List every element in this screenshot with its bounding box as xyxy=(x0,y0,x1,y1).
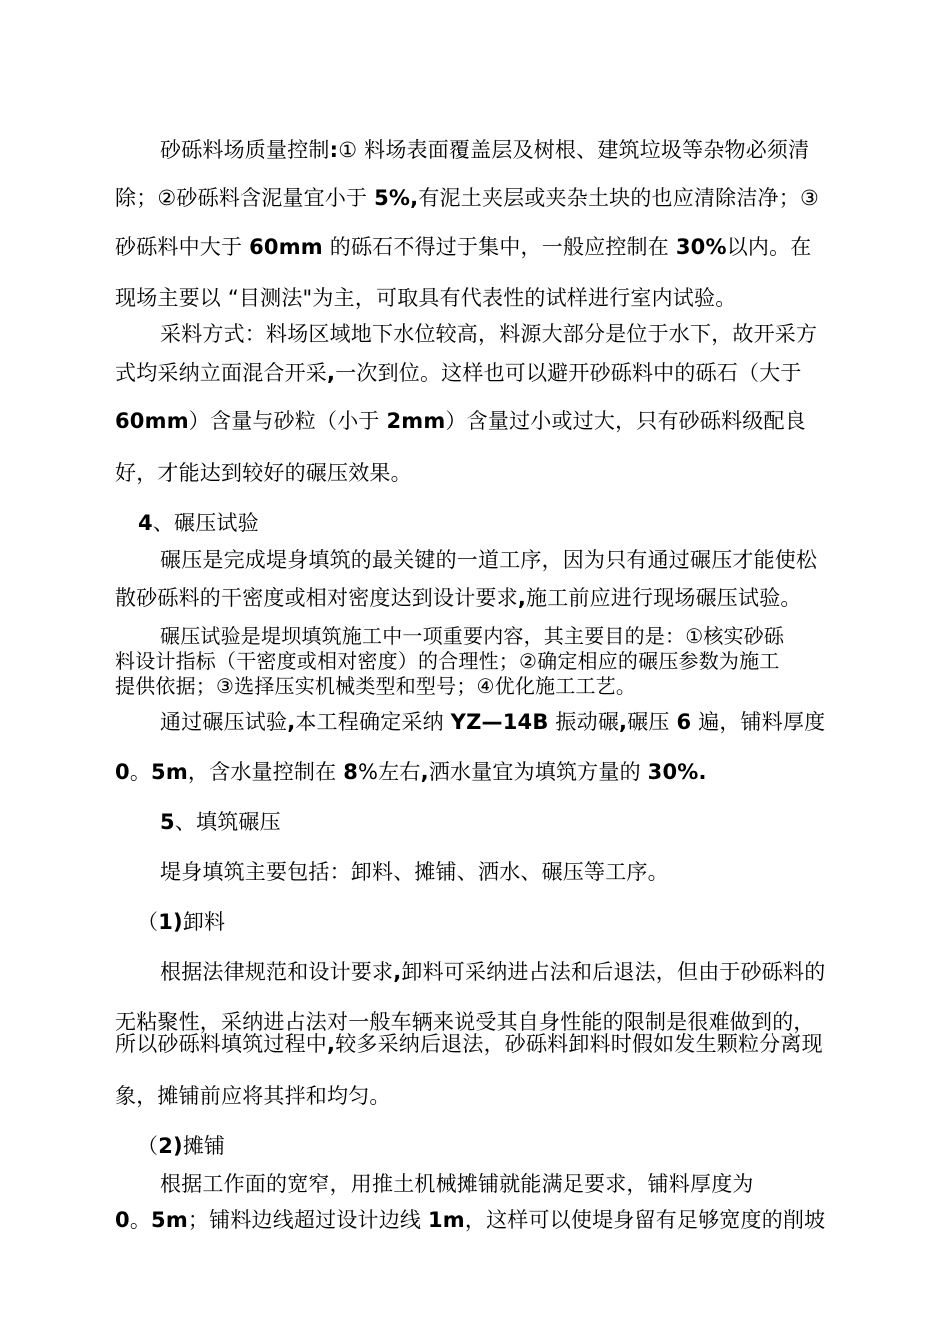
subheading-spread xyxy=(137,1132,225,1160)
text: 30% xyxy=(675,235,727,259)
p2-line-1: 采料方式：料场区域地下水位较高，料源大部分是位于水下，故开采方 xyxy=(160,322,818,346)
p3-line-2 xyxy=(115,584,802,612)
text: 所以砂砾料填筑过程中 xyxy=(115,1032,327,1056)
text: 碾压 xyxy=(627,710,677,734)
text: 砂砾料场质量控制 xyxy=(160,138,330,162)
text: 的砾石不得过于集中，一般应控制在 xyxy=(322,235,676,259)
p1-line-2 xyxy=(115,184,819,212)
text: %左右 xyxy=(358,760,421,784)
p1-line-3 xyxy=(115,233,812,261)
p7-line-3 xyxy=(115,1030,823,1058)
text: , xyxy=(327,1032,336,1056)
text: 以内。在 xyxy=(726,235,812,259)
text: , xyxy=(393,960,402,984)
text: 1) xyxy=(158,910,183,934)
text: 根据法律规范和设计要求 xyxy=(160,960,394,984)
text: 除；②砂砾料含泥量宜小于 xyxy=(115,186,375,210)
text: , xyxy=(619,710,628,734)
text: 散砂砾料的干密度或相对密度达到设计要求 xyxy=(115,586,518,610)
p2-line-4: 好，才能达到较好的碾压效果。 xyxy=(115,461,412,485)
text: 、碾压试验 xyxy=(152,511,259,535)
p4-line-1: 碾压试验是堤坝填筑施工中一项重要内容，其主要目的是：①核实砂砾 xyxy=(160,624,785,648)
text: , xyxy=(287,710,296,734)
text: 振动碾 xyxy=(548,710,620,734)
text: ，含水量控制在 xyxy=(187,760,344,784)
text: 2mm xyxy=(386,409,446,433)
text: ，这样可以使堤身留有足够宽度的削坡 xyxy=(464,1208,826,1232)
text: 式均采纳立面混合开采 xyxy=(115,361,327,385)
text: 8 xyxy=(343,760,359,784)
text: 洒水量宜为填筑方量的 xyxy=(428,760,648,784)
text: 30%. xyxy=(647,760,707,784)
text: 5m xyxy=(151,1208,188,1232)
p4-line-2: 料设计指标（干密度或相对密度）的合理性；②确定相应的碾压参数为施工 xyxy=(115,649,780,673)
text: 施工前应进行现场碾压试验。 xyxy=(526,586,802,610)
text: 遍，铺料厚度 xyxy=(691,710,826,734)
p6-line-1: 堤身填筑主要包括：卸料、摊铺、洒水、碾压等工序。 xyxy=(160,860,669,884)
text: （ xyxy=(137,910,159,934)
text: YZ—14B xyxy=(450,710,549,734)
text: 5 xyxy=(160,810,175,834)
text: 6 xyxy=(676,710,692,734)
text: ）含量与砂粒（小于 xyxy=(188,409,387,433)
text: 一次到位。这样也可以避开砂砾料中的砾石（大于 xyxy=(335,361,802,385)
p7-line-1 xyxy=(160,958,825,986)
p1-line-1 xyxy=(160,136,809,164)
text: （ xyxy=(137,1134,159,1158)
text: 本工程确定采纳 xyxy=(295,710,451,734)
text: 4 xyxy=(138,511,153,535)
text: , xyxy=(517,586,526,610)
subheading-unload xyxy=(137,908,225,936)
text: 60mm xyxy=(249,235,323,259)
text: ；铺料边线超过设计边线 xyxy=(187,1208,428,1232)
text: 5m xyxy=(151,760,188,784)
text: ① 料场表面覆盖层及树根、建筑垃圾等杂物必须清 xyxy=(338,138,810,162)
p5-line-1 xyxy=(160,708,825,736)
text: : xyxy=(329,138,339,162)
text: 2) xyxy=(158,1134,183,1158)
text: 。 xyxy=(129,760,152,784)
text: 1m xyxy=(428,1208,465,1232)
p3-line-1: 碾压是完成堤身填筑的最关键的一道工序，因为只有通过碾压才能使松 xyxy=(160,548,818,572)
text: 通过碾压试验 xyxy=(160,710,288,734)
p2-line-2 xyxy=(115,359,802,387)
text: 砂砾料中大于 xyxy=(115,235,250,259)
p5-line-2 xyxy=(115,758,707,786)
text: 较多采纳后退法，砂砾料卸料时假如发生颗粒分离现 xyxy=(335,1032,823,1056)
text: 。 xyxy=(129,1208,152,1232)
text: 、填筑碾压 xyxy=(174,810,281,834)
text: 0 xyxy=(115,1208,130,1232)
text: 有泥土夹层或夹杂土块的也应清除洁净；③ xyxy=(418,186,819,210)
text: , xyxy=(420,760,429,784)
p8-line-2 xyxy=(115,1206,825,1234)
p7-line-2: 无粘聚性，采纳进占法对一般车辆来说受其自身性能的限制是很难做到的， xyxy=(115,1010,815,1034)
p8-line-1: 根据工作面的宽窄，用推土机械摊铺就能满足要求，铺料厚度为 xyxy=(160,1172,754,1196)
p1-line-4: 现场主要以 “目测法"为主，可取具有代表性的试样进行室内试验。 xyxy=(115,286,737,310)
heading-4 xyxy=(138,509,259,537)
p7-line-4: 象，摊铺前应将其拌和均匀。 xyxy=(115,1084,391,1108)
text: ）含量过小或过大，只有砂砾料级配良 xyxy=(445,409,806,433)
text: , xyxy=(327,361,336,385)
text: 卸料 xyxy=(182,910,226,934)
text: 60mm xyxy=(115,409,189,433)
text: 卸料可采纳进占法和后退法，但由于砂砾料的 xyxy=(401,960,826,984)
heading-5 xyxy=(160,808,281,836)
p4-line-3: 提供依据；③选择压实机械类型和型号；④优化施工工艺。 xyxy=(115,674,637,698)
text: 摊铺 xyxy=(182,1134,226,1158)
text: 5%, xyxy=(374,186,419,210)
text: 0 xyxy=(115,760,130,784)
p2-line-3 xyxy=(115,407,806,435)
